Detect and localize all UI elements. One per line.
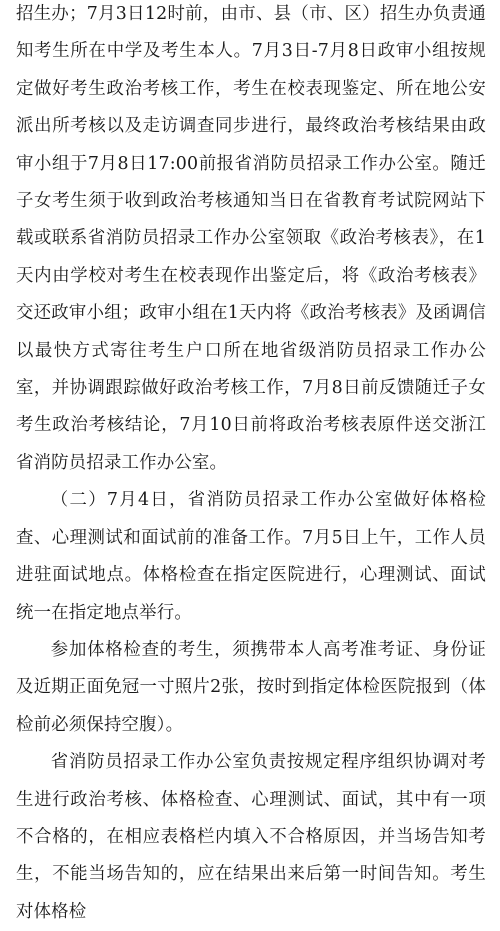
paragraph-procedure: 省消防员招录工作办公室负责按规定程序组织协调对考生进行政治考核、体格检查、心理测试、面试，其中有一项不合格的，在相应表格栏内填入不合格原因，并当场告知考生，不能当场告知的，应在结果出来后第一时间告知。考生对体格检 xyxy=(16,752,486,922)
paragraph-political-review: 招生办；7月3日12时前，由市、县（市、区）招生办负责通知考生所在中学及考生本人。7月3日-7月8日政审小组按规定做好考生政治考核工作，考生在校表现鉴定、所在地公安派出所考核以及走访调查同步进行，最终政治考核结果由政审小组于7月8日17:00前报省消防员招录工作办公室。随迁子女考生须于收到政治考核通知当日在省教育考试院网站下载或联系省消防员招录工作办公室领取《政治考核表》，在1天内由学校对考生在校表现作出鉴定后，将《政治考核表》交还政审小组；政审小组在1天内将《政治考核表》及函调信以最快方式寄往考生户口所在地省级消防员招录工作办公室，并协调跟踪做好政治考核工作，7月8日前反馈随迁子女考生政治考核结论，7月10日前将政治考核表原件送交浙江省消防员招录工作办公室。 xyxy=(16,4,486,473)
paragraph-preparation: （二）7月4日，省消防员招录工作办公室做好体格检查、心理测试和面试前的准备工作。7月5日上午，工作人员进驻面试地点。体格检查在指定医院进行，心理测试、面试统一在指定地点举行。 xyxy=(16,490,486,623)
paragraph-physical-exam-requirements: 参加体格检查的考生，须携带本人高考准考证、身份证及近期正面免冠一寸照片2张，按时到指定体检医院报到（体检前必须保持空腹）。 xyxy=(16,639,486,735)
